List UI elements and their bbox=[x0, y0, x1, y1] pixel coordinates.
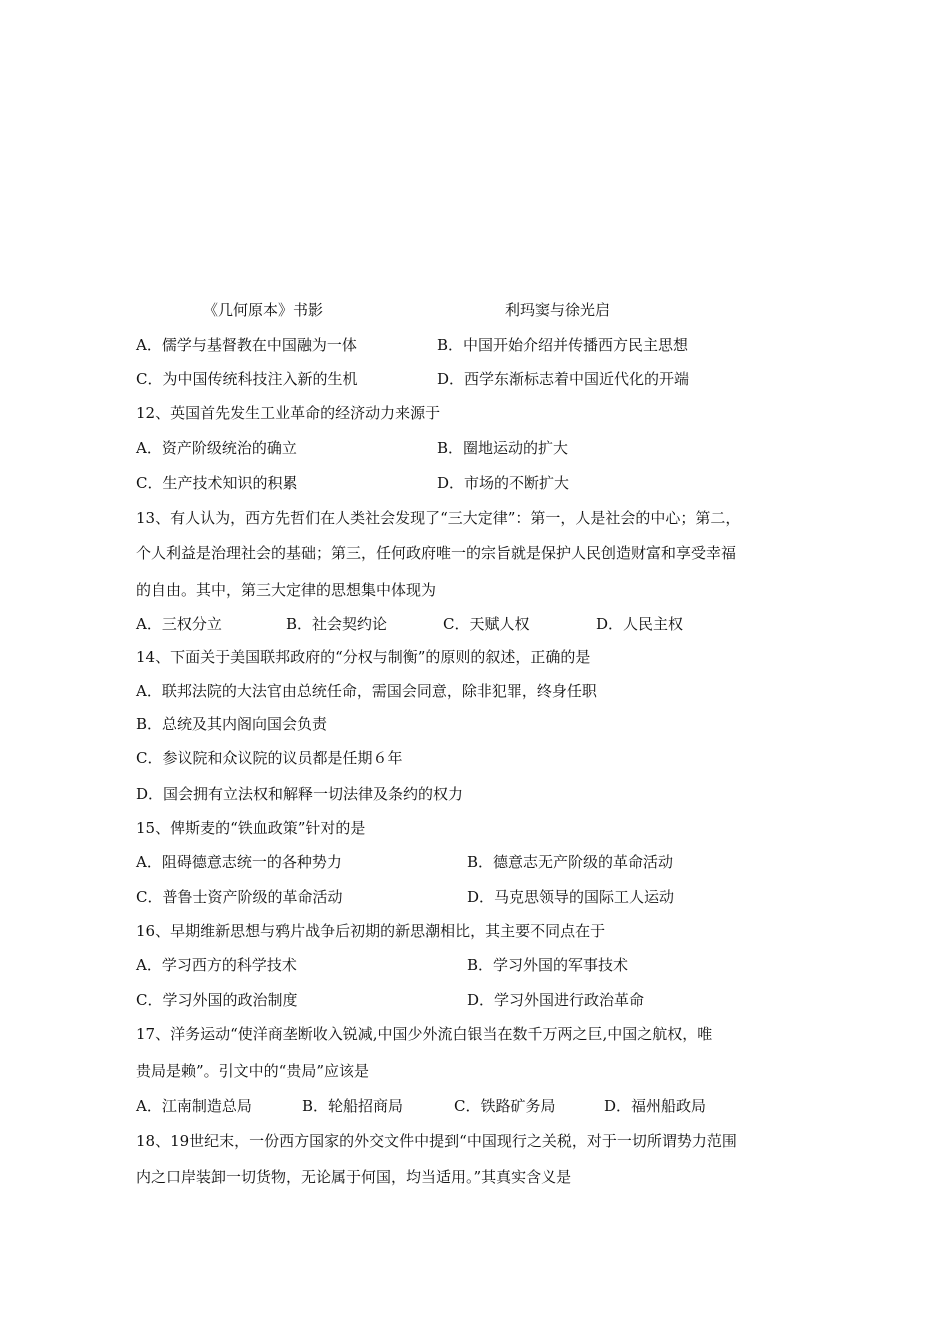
q17-option-a: A．江南制造总局 bbox=[136, 1097, 252, 1115]
q14-option-c: C．参议院和众议院的议员都是任期６年 bbox=[136, 749, 403, 767]
q17-option-b: B．轮船招商局 bbox=[302, 1097, 404, 1115]
q16-option-d: D．学习外国进行政治革命 bbox=[467, 991, 645, 1009]
q15-option-c: C．普鲁士资产阶级的革命活动 bbox=[136, 888, 343, 906]
q16-option-c: C．学习外国的政治制度 bbox=[136, 991, 298, 1009]
q15-stem: 15、俾斯麦的“铁血政策”针对的是 bbox=[136, 819, 366, 837]
q12-option-c: C．生产技术知识的积累 bbox=[136, 474, 298, 492]
q12-option-a: A．资产阶级统治的确立 bbox=[136, 439, 297, 457]
q11-option-b: B．中国开始介绍并传播西方民主思想 bbox=[437, 336, 689, 354]
q16-stem: 16、早期维新思想与鸦片战争后初期的新思潮相比，其主要不同点在于 bbox=[136, 922, 606, 940]
q16-option-b: B．学习外国的军事技术 bbox=[467, 956, 629, 974]
q14-option-b: B．总统及其内阁向国会负责 bbox=[136, 715, 328, 733]
q12-option-b: B．圈地运动的扩大 bbox=[437, 439, 569, 457]
q15-option-a: A．阻碍德意志统一的各种势力 bbox=[136, 853, 342, 871]
caption-ricci-xu: 利玛窦与徐光启 bbox=[505, 301, 611, 319]
q18-stem-line1: 18、19世纪末，一份西方国家的外交文件中提到“中国现行之关税，对于一切所谓势力范围 bbox=[136, 1132, 737, 1150]
q17-stem-line2: 贵局是赖”。引文中的“贵局”应该是 bbox=[136, 1062, 370, 1080]
q14-option-d: D．国会拥有立法权和解释一切法律及条约的权力 bbox=[136, 785, 464, 803]
q17-option-d: D．福州船政局 bbox=[604, 1097, 707, 1115]
q13-option-d: D．人民主权 bbox=[596, 615, 684, 633]
q13-option-b: B．社会契约论 bbox=[286, 615, 388, 633]
q15-option-d: D．马克思领导的国际工人运动 bbox=[467, 888, 675, 906]
q17-option-c: C．铁路矿务局 bbox=[454, 1097, 556, 1115]
q13-option-c: C．天赋人权 bbox=[443, 615, 530, 633]
caption-geometry-book: 《几何原本》书影 bbox=[203, 301, 324, 319]
q11-option-d: D．西学东渐标志着中国近代化的开端 bbox=[437, 370, 690, 388]
q13-stem-line1: 13、有人认为，西方先哲们在人类社会发现了“三大定律”：第一，人是社会的中心；第二， bbox=[136, 509, 741, 527]
q17-stem-line1: 17、洋务运动“使洋商垄断收入锐减,中国少外流白银当在数千万两之巨,中国之航权，唯 bbox=[136, 1025, 713, 1043]
q13-stem-line3: 的自由。其中，第三大定律的思想集中体现为 bbox=[136, 581, 437, 599]
q16-option-a: A．学习西方的科学技术 bbox=[136, 956, 297, 974]
q13-stem-line2: 个人利益是治理社会的基础；第三，任何政府唯一的宗旨就是保护人民创造财富和享受幸福 bbox=[136, 544, 737, 562]
q12-option-d: D．市场的不断扩大 bbox=[437, 474, 570, 492]
q11-option-a: A．儒学与基督教在中国融为一体 bbox=[136, 336, 357, 354]
q15-option-b: B．德意志无产阶级的革命活动 bbox=[467, 853, 674, 871]
q13-option-a: A．三权分立 bbox=[136, 615, 222, 633]
q14-option-a: A．联邦法院的大法官由总统任命，需国会同意，除非犯罪，终身任职 bbox=[136, 682, 597, 700]
q12-stem: 12、英国首先发生工业革命的经济动力来源于 bbox=[136, 404, 441, 422]
q18-stem-line2: 内之口岸装卸一切货物，无论属于何国，均当适用。”其真实含义是 bbox=[136, 1168, 572, 1186]
q14-stem: 14、下面关于美国联邦政府的“分权与制衡”的原则的叙述，正确的是 bbox=[136, 648, 591, 666]
q11-option-c: C．为中国传统科技注入新的生机 bbox=[136, 370, 358, 388]
